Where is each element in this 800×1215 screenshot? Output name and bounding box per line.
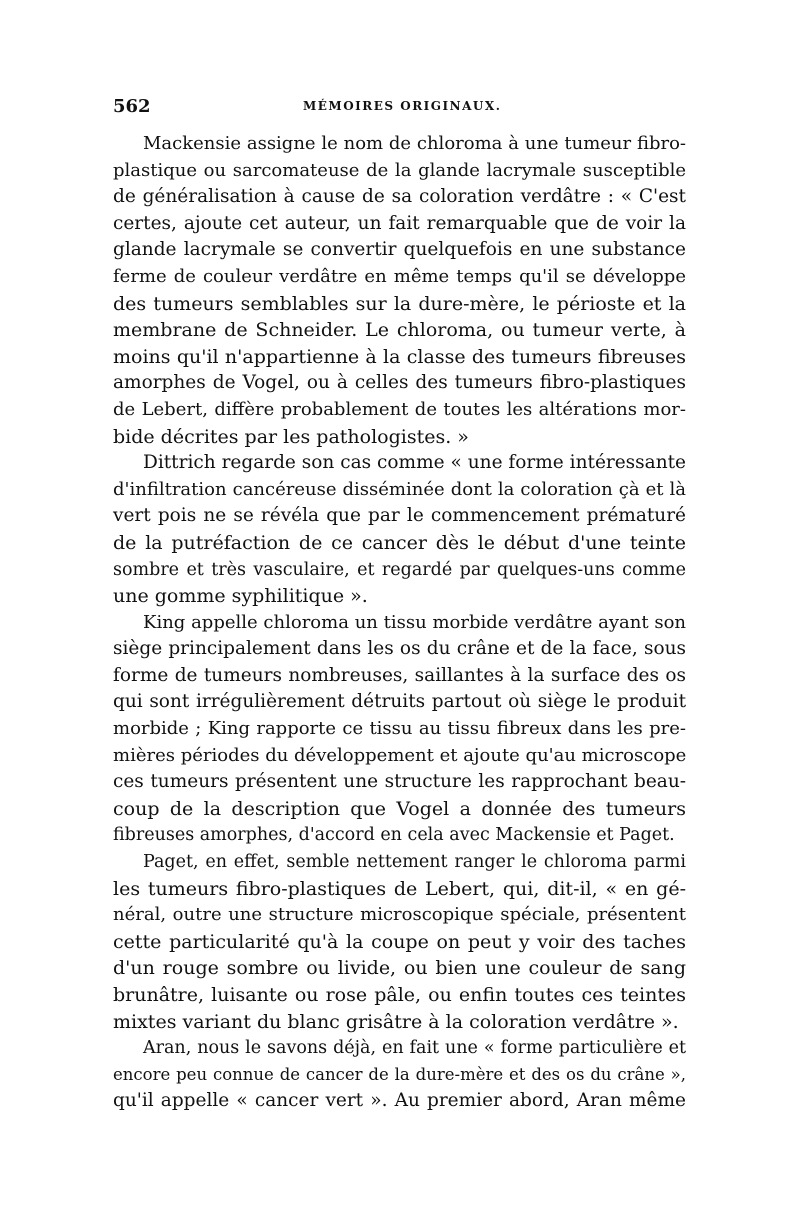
page-number: 562: [113, 96, 151, 117]
text-line: bide décrites par les pathologistes. »: [113, 425, 469, 448]
text-line: d'infiltration cancéreuse disséminée dont la coloration çà et là: [113, 478, 686, 500]
text-line: d'un rouge sombre ou livide, ou bien une couleur de sang: [113, 957, 686, 980]
text-line: de la putréfaction de ce cancer dès le début d'une teinte: [113, 531, 686, 554]
text-line: forme de tumeurs nombreuses, saillantes à la surface des os: [113, 664, 686, 686]
text-line: encore peu connue de cancer de la dure-mère et des os du crâne »,: [113, 1064, 686, 1084]
text-line: vert pois ne se révéla que par le commencement prématuré: [113, 505, 686, 527]
page-header: [113, 96, 683, 126]
text-line: qui sont irrégulièrement détruits partout où siège le produit: [113, 691, 686, 713]
text-line: plastique ou sarcomateuse de la glande lacrymale susceptible: [113, 159, 686, 181]
text-line: sombre et très vasculaire, et regardé par quelques-uns comme: [113, 559, 686, 580]
text-line: certes, ajoute cet auteur, un fait remarquable que de voir la: [113, 212, 686, 234]
text-line: mières périodes du développement et ajoute qu'au microscope: [113, 744, 687, 766]
text-line: glande lacrymale se convertir quelquefois en une substance: [113, 239, 686, 261]
text-line: qu'il appelle « cancer vert ». Au premier abord, Aran même: [113, 1090, 686, 1112]
text-line: King appelle chloroma un tissu morbide verdâtre ayant son: [143, 611, 686, 633]
running-title: MÉMOIRES ORIGINAUX.: [303, 99, 502, 113]
text-line: de généralisation à cause de sa coloration verdâtre : « C'est: [113, 186, 686, 208]
text-line: moins qu'il n'appartienne à la classe des tumeurs fibreuses: [113, 345, 686, 368]
text-line: des tumeurs semblables sur la dure-mère, le périoste et la: [113, 292, 686, 315]
text-line: Aran, nous le savons déjà, en fait une « forme particulière et: [143, 1038, 686, 1059]
text-line: Mackensie assigne le nom de chloroma à une tumeur fibro-: [143, 133, 686, 154]
text-line: mixtes variant du blanc grisâtre à la coloration verdâtre ».: [113, 1010, 679, 1033]
text-line: Dittrich regarde son cas comme « une forme intéressante: [143, 452, 686, 474]
text-line: les tumeurs fibro-plastiques de Lebert, qui, dit-il, « en gé-: [113, 877, 686, 900]
text-line: fibreuses amorphes, d'accord en cela avec Mackensie et Paget.: [113, 825, 675, 846]
text-line: brunâtre, luisante ou rose pâle, ou enfin toutes ces teintes: [113, 984, 686, 1006]
text-line: cette particularité qu'à la coupe on peut y voir des taches: [113, 930, 686, 953]
text-line: néral, outre une structure microscopique spéciale, présentent: [113, 904, 686, 926]
body-text: [113, 131, 686, 1115]
text-line: siège principalement dans les os du crâne et de la face, sous: [113, 638, 686, 660]
text-line: membrane de Schneider. Le chloroma, ou tumeur verte, à: [113, 319, 686, 342]
text-line: ferme de couleur verdâtre en même temps qu'il se développe: [113, 265, 686, 287]
text-line: ces tumeurs présentent une structure les rapprochant beau-: [113, 771, 686, 793]
text-line: morbide ; King rapporte ce tissu au tissu fibreux dans les pre-: [113, 718, 686, 740]
text-line: Paget, en effet, semble nettement ranger le chloroma parmi: [143, 852, 686, 873]
text-line: amorphes de Vogel, ou à celles des tumeurs fibro-plastiques: [113, 372, 686, 394]
text-line: de Lebert, diffère probablement de toutes les altérations mor-: [113, 398, 686, 420]
text-line: une gomme syphilitique ».: [113, 585, 368, 608]
text-line: coup de la description que Vogel a donnée des tumeurs: [113, 797, 686, 820]
